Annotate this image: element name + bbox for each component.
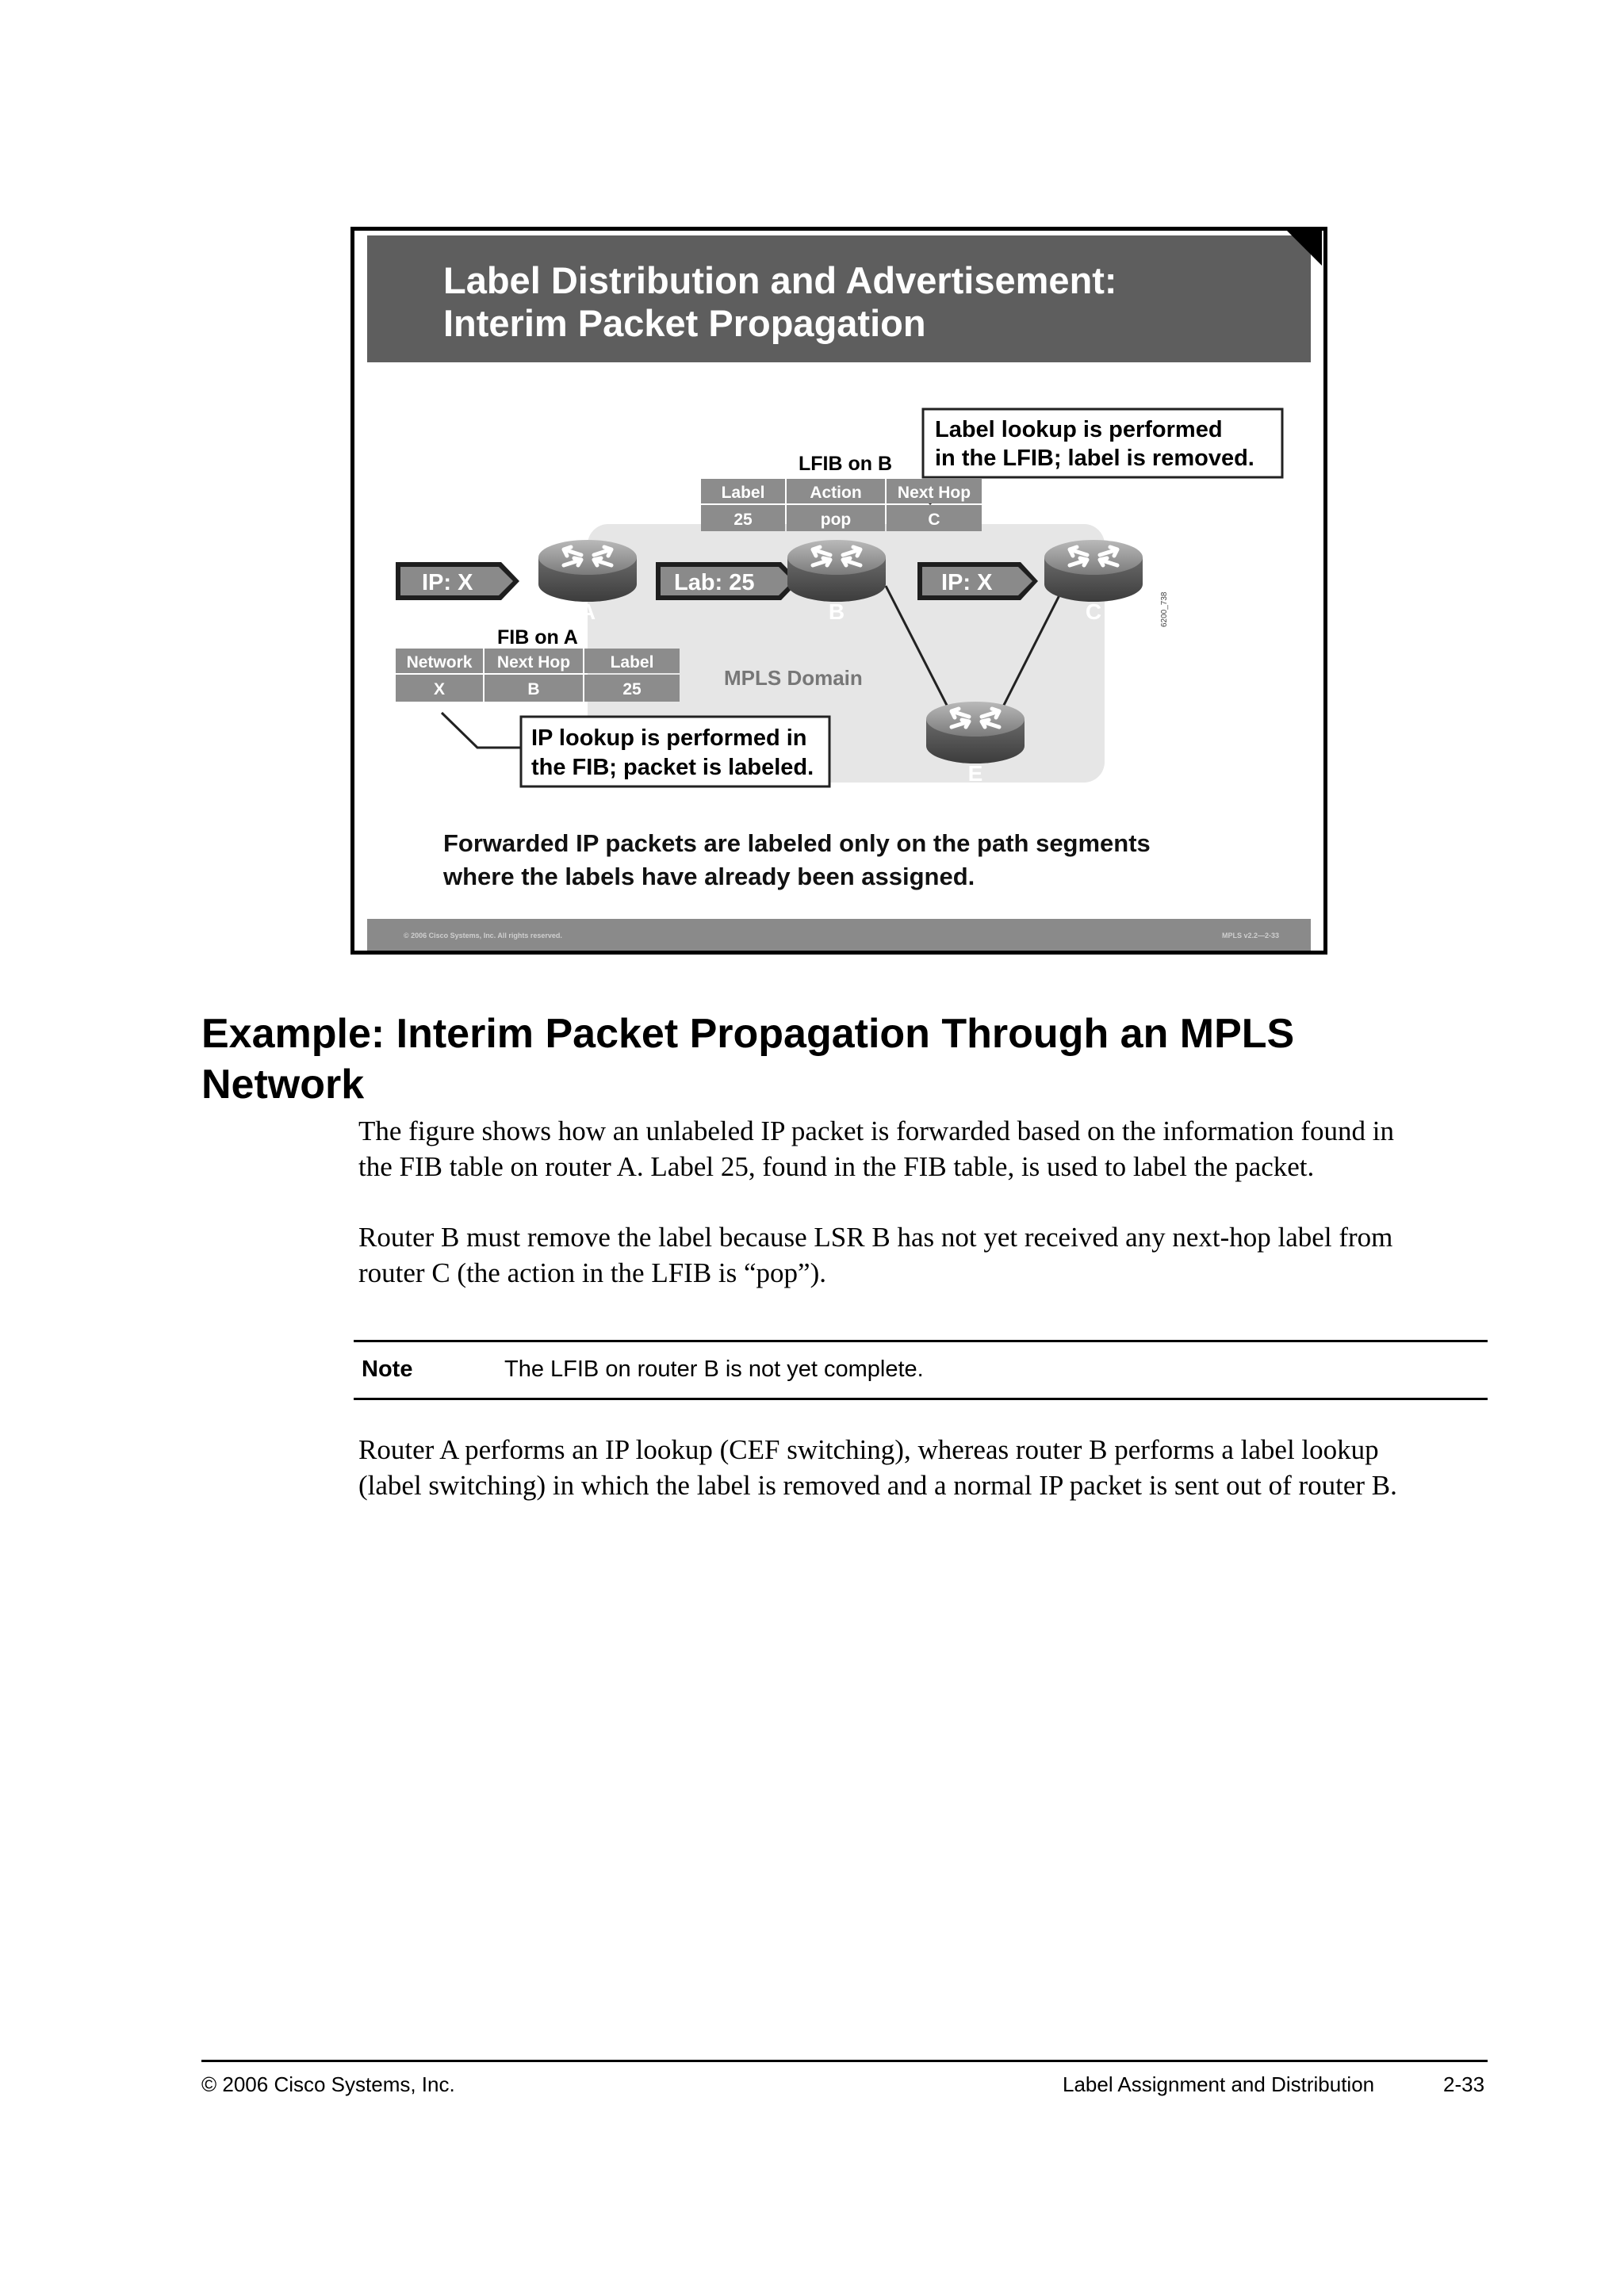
slide-footer-code: MPLS v2.2—2-33 [1221, 932, 1279, 939]
router-b-icon [787, 540, 886, 602]
router-a-icon [538, 540, 637, 602]
router-e-icon [926, 702, 1025, 763]
fib-header-nexthop: Next Hop [496, 653, 571, 672]
svg-text:Lab: 25: Lab: 25 [674, 570, 755, 595]
fib-value-label: 25 [622, 680, 642, 698]
router-e-label: E [967, 761, 983, 786]
lfib-value-label: 25 [733, 511, 753, 529]
section-heading [201, 1008, 1470, 1110]
router-c-icon [1044, 540, 1143, 602]
slide-figure [350, 227, 1327, 955]
fib-header-network: Network [406, 653, 473, 672]
paragraph-2 [358, 1219, 1500, 1291]
slide-caption-line1: Forwarded IP packets are labeled only on the path segments [443, 829, 1151, 857]
footer-page-number: 2-33 [1443, 2072, 1485, 2096]
footer-chapter: Label Assignment and Distribution [1063, 2072, 1375, 2096]
slide-footer-copyright: © 2006 Cisco Systems, Inc. All rights reserved. [404, 932, 562, 939]
slide-caption [443, 827, 1236, 894]
lfib-header-action: Action [810, 484, 862, 502]
section-heading-line2: Network [201, 1062, 365, 1108]
router-a-label: A [579, 599, 596, 624]
router-b-label: B [828, 599, 845, 624]
footer-rule [201, 2060, 1488, 2062]
slide-caption-line2: where the labels have already been assigned. [443, 863, 975, 890]
footer-copyright: © 2006 Cisco Systems, Inc. [201, 2072, 455, 2096]
lfib-value-action: pop [820, 511, 852, 529]
fib-value-nexthop: B [527, 680, 540, 698]
paragraph-1 [358, 1113, 1500, 1184]
lfib-title: LFIB on B [799, 453, 893, 475]
svg-text:IP: X: IP: X [941, 570, 993, 595]
paragraph-3 [358, 1432, 1500, 1503]
packet-ip-x-left [396, 562, 519, 600]
callout-lfib-line1: Label lookup is performed [935, 417, 1223, 442]
note-box [354, 1340, 1488, 1400]
packet-ip-x-right [917, 562, 1038, 600]
note-text: The LFIB on router B is not yet complete. [504, 1357, 924, 1382]
figure-id: 6200_738 [1160, 591, 1169, 627]
paragraph-1-line1: The figure shows how an unlabeled IP packet is forwarded based on the information found in [358, 1115, 1394, 1146]
router-c-label: C [1085, 599, 1102, 624]
fib-header-label: Label [610, 653, 654, 672]
paragraph-3-line2: (label switching) in which the label is removed and a normal IP packet is sent out of router B. [358, 1470, 1397, 1501]
lfib-header-label: Label [721, 484, 765, 502]
packet-lab-25 [656, 562, 799, 600]
paragraph-1-line2: the FIB table on router A. Label 25, found in the FIB table, is used to label the packet. [358, 1151, 1315, 1182]
slide-title-line1: Label Distribution and Advertisement: [443, 259, 1117, 301]
note-label: Note [362, 1357, 413, 1382]
lfib-header-nexthop: Next Hop [897, 484, 971, 502]
slide-title-line2: Interim Packet Propagation [443, 302, 926, 344]
fib-title: FIB on A [497, 626, 578, 649]
slide-footer [367, 919, 1311, 951]
paragraph-3-line1: Router A performs an IP lookup (CEF switching), whereas router B performs a label lookup [358, 1434, 1379, 1465]
paragraph-2-line2: router C (the action in the LFIB is “pop”). [358, 1257, 826, 1288]
callout-fib-line1: IP lookup is performed in [531, 725, 807, 751]
callout-lfib-line2: in the LFIB; label is removed. [935, 446, 1254, 471]
paragraph-2-line1: Router B must remove the label because LSR B has not yet received any next-hop label from [358, 1222, 1393, 1253]
callout-fib-pointer [442, 713, 521, 748]
callout-fib-line2: the FIB; packet is labeled. [531, 755, 814, 780]
section-heading-line1: Example: Interim Packet Propagation Through an MPLS [201, 1011, 1295, 1057]
svg-text:IP: X: IP: X [422, 570, 473, 595]
lfib-value-nexthop: C [928, 511, 940, 529]
fib-value-network: X [433, 680, 446, 698]
mpls-domain-label: MPLS Domain [724, 666, 863, 690]
